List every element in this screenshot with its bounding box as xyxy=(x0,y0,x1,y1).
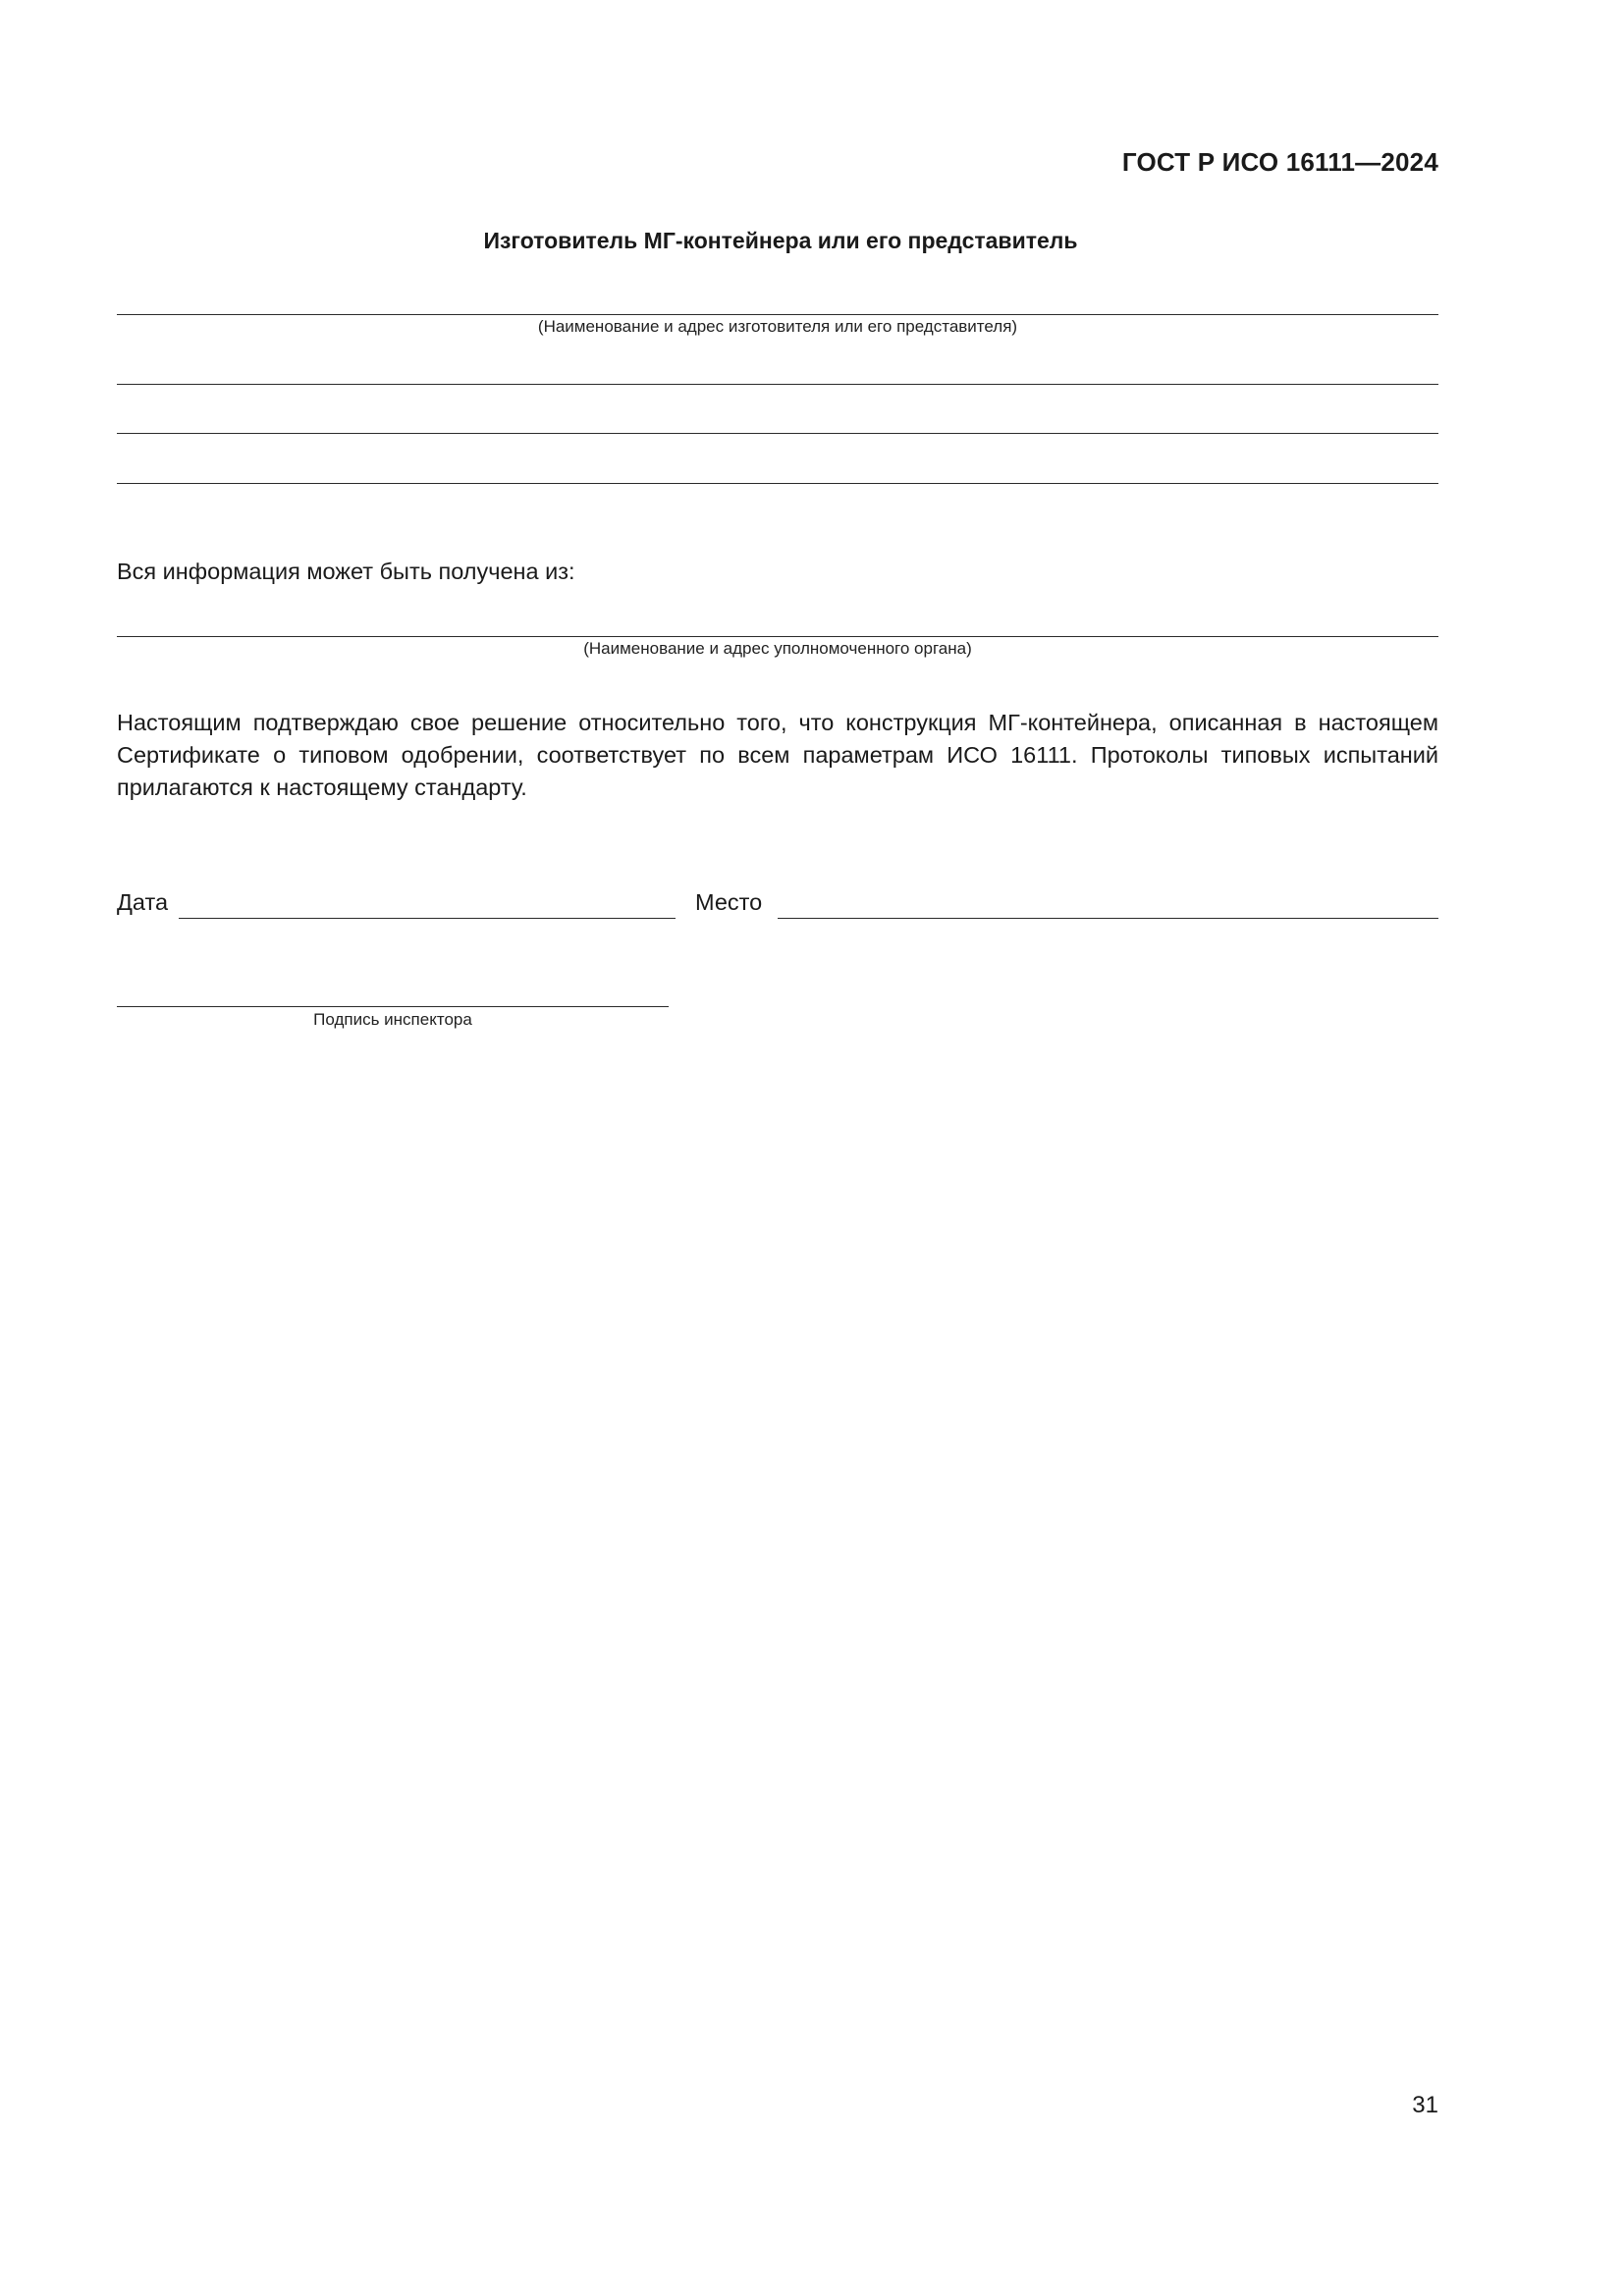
declaration-text: Настоящим подтверждаю свое решение относительно того, что конструкция МГ-контейнера, описанная в настоящем Сертификате о типовом одобрении, соответствует по всем параметрам ИСО 16111. Протоколы типовых испытаний прилагаются к настоящему стандарту. xyxy=(117,710,1438,800)
place-line[interactable] xyxy=(778,918,1438,919)
signature-caption: Подпись инспектора xyxy=(313,1010,472,1029)
document-code: ГОСТ Р ИСО 16111—2024 xyxy=(1121,147,1438,177)
page-number: 31 xyxy=(1412,2092,1438,2118)
place-label: Место xyxy=(695,889,763,915)
manufacturer-name-line[interactable] xyxy=(117,314,1438,315)
manufacturer-caption: (Наименование и адрес изготовителя или его представителя) xyxy=(537,317,1018,336)
manufacturer-address-line-2[interactable] xyxy=(117,433,1438,434)
date-label: Дата xyxy=(117,889,169,915)
manufacturer-address-line-3[interactable] xyxy=(117,483,1438,484)
date-line[interactable] xyxy=(179,918,676,919)
authority-caption: (Наименование и адрес уполномоченного органа) xyxy=(583,639,972,658)
section-title: Изготовитель МГ-контейнера или его представитель xyxy=(483,228,1078,253)
authority-name-line[interactable] xyxy=(117,636,1438,637)
manufacturer-address-line-1[interactable] xyxy=(117,384,1438,385)
info-source-label: Вся информация может быть получена из: xyxy=(117,559,575,584)
signature-line[interactable] xyxy=(117,1006,669,1007)
